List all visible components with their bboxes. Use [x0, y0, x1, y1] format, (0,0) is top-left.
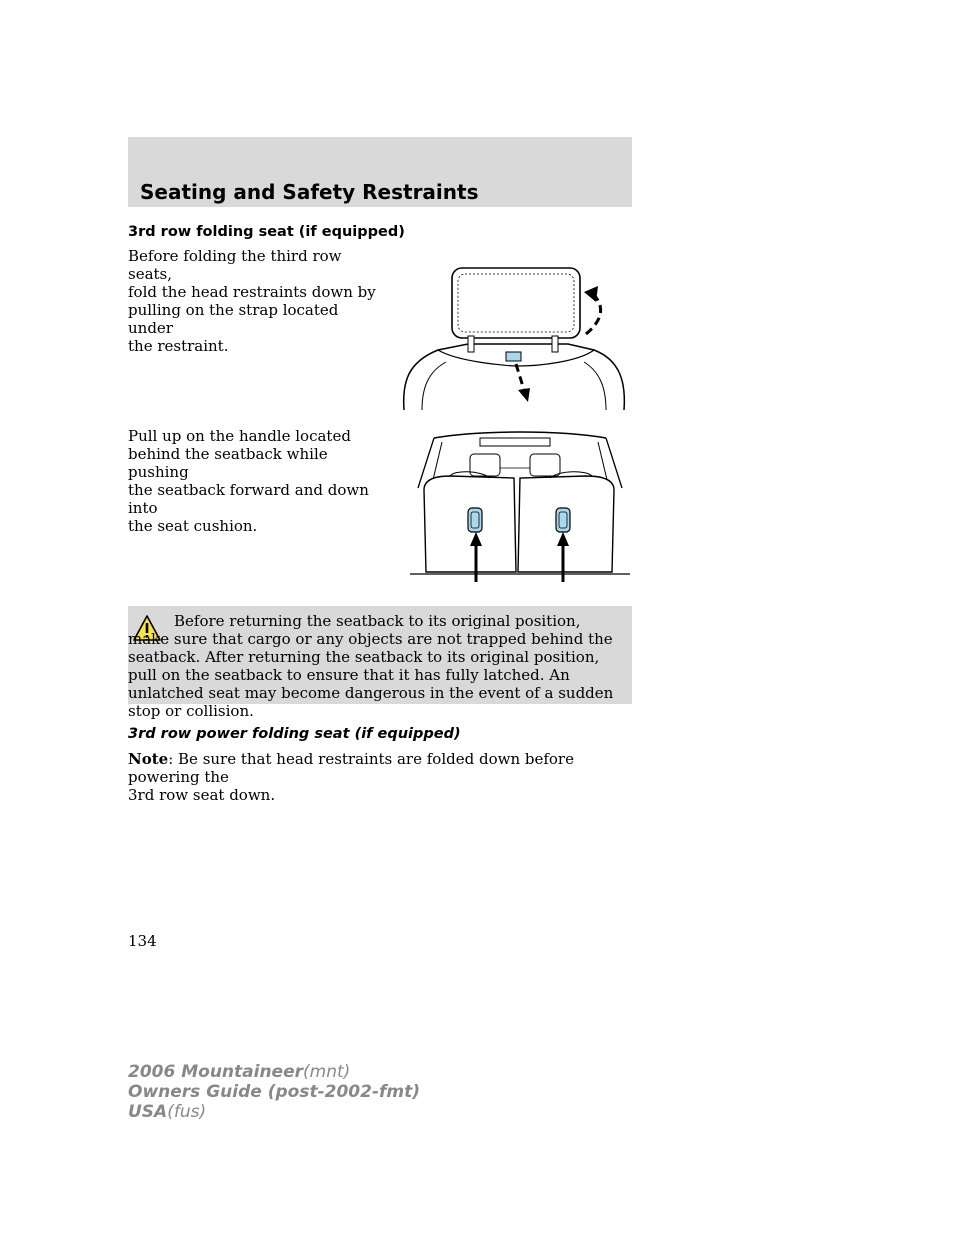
head-restraint-illustration — [398, 262, 632, 412]
section-title: Seating and Safety Restraints — [140, 180, 479, 204]
third-row-seat-illustration — [410, 428, 630, 584]
note-paragraph — [128, 750, 632, 804]
page-number: 134 — [128, 932, 157, 950]
paragraph-head-restraints: Before folding the third row seats, fold the head restraints down by pulling on the strap located under the restraint. — [128, 247, 376, 355]
subsection-heading-power-folding-seat: 3rd row power folding seat (if equipped) — [128, 726, 461, 742]
warning-text: Before returning the seatback to its original position, make sure that cargo or any objects are not trapped behind the seatback. After returning the seatback to its original position, pull on the seatback to ensure that it has fully latched. An unlatched seat may become dangerous in the event of a sudden stop or collision. — [128, 612, 614, 720]
document-footer — [128, 1062, 420, 1122]
note-label: Note — [128, 750, 169, 768]
footer-market: USA — [128, 1102, 168, 1122]
footer-model: 2006 Mountaineer — [128, 1062, 304, 1082]
subsection-heading-folding-seat: 3rd row folding seat (if equipped) — [128, 224, 405, 240]
note-text: : Be sure that head restraints are folded down before powering the 3rd row seat down. — [128, 750, 574, 804]
paragraph-seatback-handle: Pull up on the handle located behind the seatback while pushing the seatback forward and down into the seat cushion. — [128, 427, 369, 535]
footer-market-code: (fus) — [167, 1102, 207, 1122]
footer-guide: Owners Guide (post-2002-fmt) — [128, 1082, 421, 1102]
footer-model-code: (mnt) — [303, 1062, 351, 1082]
